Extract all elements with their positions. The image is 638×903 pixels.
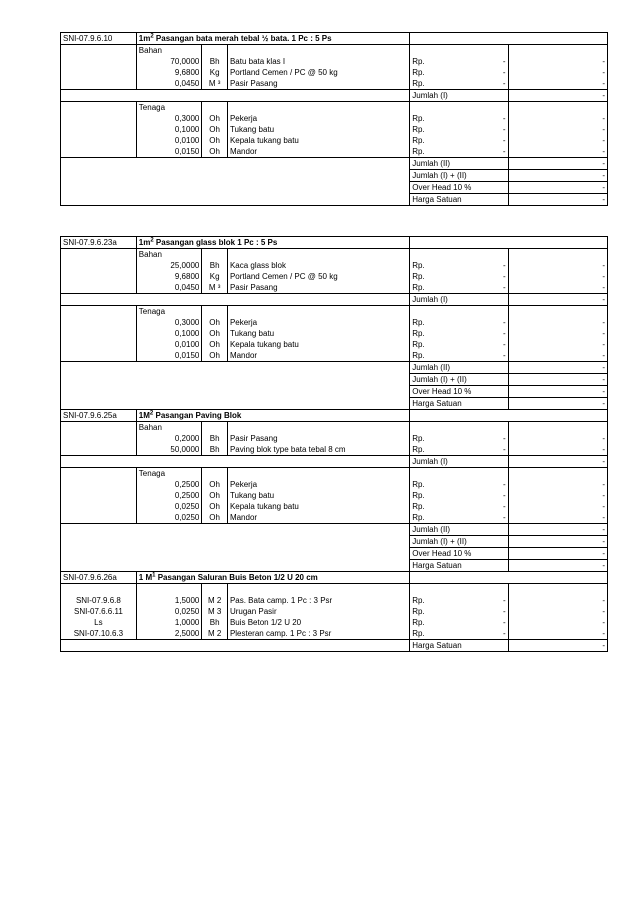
summary-row: Jumlah (II) - bbox=[61, 524, 608, 536]
summary-row: Over Head 10 % - bbox=[61, 386, 608, 398]
harga-satuan-label: Harga Satuan bbox=[410, 640, 508, 652]
spacer-row bbox=[61, 584, 608, 596]
section-header-row bbox=[61, 572, 608, 584]
tenaga-heading-row bbox=[61, 102, 608, 114]
table-row: SNI-07.6.6.11 0,0250 M 3 Urugan Pasir Rp. - - bbox=[61, 606, 608, 617]
table-row: 25,0000 Bh Kaca glass blok Rp. - - bbox=[61, 260, 608, 271]
table-row: 0,2500 Oh Tukang batu Rp. - - bbox=[61, 490, 608, 501]
summary-row: Jumlah (I) + (II) - bbox=[61, 536, 608, 548]
table-row: 0,1000 Oh Tukang batu Rp. - - bbox=[61, 124, 608, 135]
jumlah-i-row: Jumlah (I) - bbox=[61, 456, 608, 468]
table-row: 0,0450 M ³ Pasir Pasang Rp. - - bbox=[61, 282, 608, 294]
summary-row: Jumlah (I) + (II) - bbox=[61, 374, 608, 386]
table-row: 0,0250 Oh Kepala tukang batu Rp. - - bbox=[61, 501, 608, 512]
summary-row: Harga Satuan - bbox=[61, 560, 608, 572]
table-row: 0,0100 Oh Kepala tukang batu Rp. - - bbox=[61, 135, 608, 146]
summary-row: Jumlah (II) - bbox=[61, 158, 608, 170]
bahan-label: Bahan bbox=[138, 46, 162, 55]
analysis-code: SNI-07.9.6.25a bbox=[61, 410, 137, 422]
table-row: 0,2500 Oh Pekerja Rp. - - bbox=[61, 479, 608, 490]
section-header-row bbox=[61, 33, 608, 45]
table-row: 0,1000 Oh Tukang batu Rp. - - bbox=[61, 328, 608, 339]
summary-row: Over Head 10 % - bbox=[61, 548, 608, 560]
analysis-table-bata-merah bbox=[60, 32, 608, 206]
table-row: 0,0250 Oh Mandor Rp. - - bbox=[61, 512, 608, 524]
analysis-code: SNI-07.9.6.26a bbox=[61, 572, 137, 584]
tenaga-label: Tenaga bbox=[138, 103, 166, 112]
jumlah-i-value: - bbox=[508, 90, 607, 102]
table-row: SNI-07.9.6.8 1,5000 M 2 Pas. Bata camp. 1 Pc : 3 Psr Rp. - - bbox=[61, 595, 608, 606]
summary-row: Jumlah (I) + (II) - bbox=[61, 170, 608, 182]
summary-row: Harga Satuan - bbox=[61, 194, 608, 206]
table-row: SNI-07.10.6.3 2,5000 M 2 Plesteran camp. 1 Pc : 3 Psr Rp. - - bbox=[61, 628, 608, 640]
table-row: 0,0450 M ³ Pasir Pasang Rp. - - bbox=[61, 78, 608, 90]
jumlah-i-row: Jumlah (I) - bbox=[61, 294, 608, 306]
table-row: 0,3000 Oh Pekerja Rp. - - bbox=[61, 113, 608, 124]
tenaga-heading-row: Tenaga bbox=[61, 468, 608, 480]
analysis-title: 1 $M^1$ Pasangan Saluran Buis Beton 1/2 U 20 cm bbox=[136, 572, 409, 584]
analysis-title: $1m^2$ Pasangan glass blok 1 Pc : 5 Ps bbox=[136, 237, 409, 249]
harga-satuan-value: - bbox=[508, 640, 607, 652]
analysis-title: $1M^2$ Pasangan Paving Blok bbox=[136, 410, 409, 422]
table-row: 70,0000 Bh Batu bata klas I Rp. - - bbox=[61, 56, 608, 67]
bahan-heading-row: Bahan bbox=[61, 422, 608, 434]
table-row: 50,0000 Bh Paving blok type bata tebal 8 cm Rp. - - bbox=[61, 444, 608, 456]
bahan-heading-row: Bahan bbox=[61, 249, 608, 261]
table-row: Ls 1,0000 Bh Buis Beton 1/2 U 20 Rp. - - bbox=[61, 617, 608, 628]
analysis-code: SNI-07.9.6.23a bbox=[61, 237, 137, 249]
jumlah-i-row bbox=[61, 90, 608, 102]
tenaga-heading-row: Tenaga bbox=[61, 306, 608, 318]
bahan-heading-row bbox=[61, 45, 608, 57]
table-row: 9,6800 Kg Portland Cemen / PC @ 50 kg Rp. - - bbox=[61, 271, 608, 282]
table-row: 9,6800 Kg Portland Cemen / PC @ 50 kg Rp. - - bbox=[61, 67, 608, 78]
analysis-title: $1m^2$ Pasangan bata merah tebal ½ bata. 1 Pc : 5 Ps bbox=[136, 33, 409, 45]
table-row: 0,0150 Oh Mandor Rp. - - bbox=[61, 350, 608, 362]
summary-row: Harga Satuan - bbox=[61, 398, 608, 410]
jumlah-i-label: Jumlah (I) bbox=[410, 90, 508, 102]
section-header-row bbox=[61, 410, 608, 422]
analysis-code: SNI-07.9.6.10 bbox=[61, 33, 137, 45]
table-row: 0,2000 Bh Pasir Pasang Rp. - - bbox=[61, 433, 608, 444]
table-row: 0,0100 Oh Kepala tukang batu Rp. - - bbox=[61, 339, 608, 350]
table-row: 0,0150 Oh Mandor Rp. - - bbox=[61, 146, 608, 158]
analysis-table-glass-blok bbox=[60, 236, 608, 652]
summary-row: Over Head 10 % - bbox=[61, 182, 608, 194]
summary-row: Jumlah (II) - bbox=[61, 362, 608, 374]
section-header-row bbox=[61, 237, 608, 249]
harga-satuan-row bbox=[61, 640, 608, 652]
table-row: 0,3000 Oh Pekerja Rp. - - bbox=[61, 317, 608, 328]
